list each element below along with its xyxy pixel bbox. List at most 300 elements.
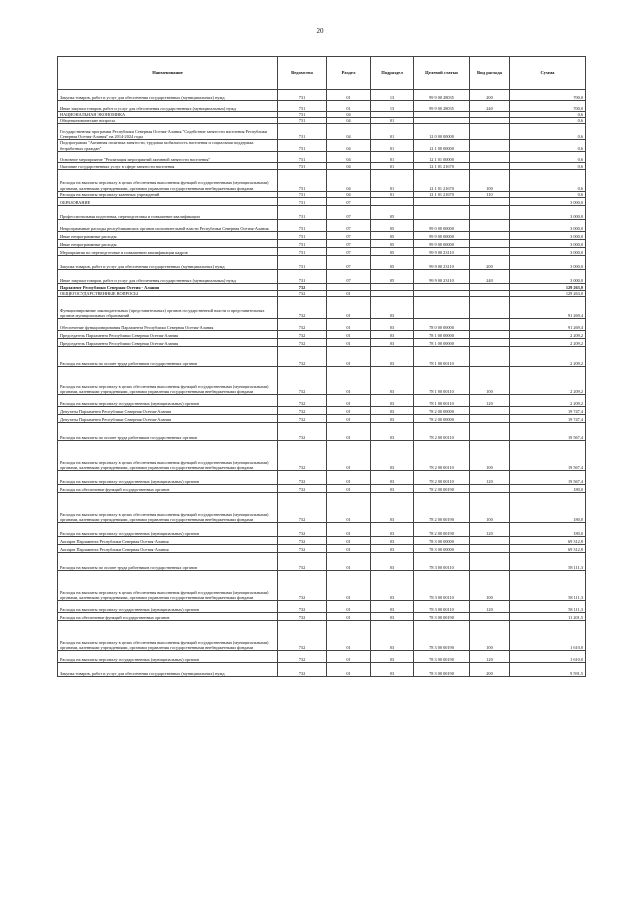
cell-target-item: 99 9 00 23110: [414, 248, 470, 256]
cell-section: 01: [327, 319, 371, 331]
cell-expense-type: [470, 331, 510, 339]
cell-section: [327, 284, 371, 291]
cell-name: Парламент Республики Северная Осетия - Алания: [58, 284, 278, 291]
cell-department: 731: [278, 140, 327, 151]
header-expense-type: Вид расхода: [470, 57, 510, 90]
cell-expense-type: [470, 415, 510, 423]
cell-expense-type: 100: [470, 571, 510, 601]
cell-section: 01: [327, 613, 371, 621]
cell-target-item: 78 2 00 00190: [414, 493, 470, 523]
header-amount: Сумма: [510, 57, 586, 90]
cell-department: 731: [278, 162, 327, 169]
cell-subsection: 13: [371, 101, 414, 112]
table-row: [58, 601, 586, 613]
cell-name: Иные закупки товаров, работ и услуг для обеспечения государственных (муниципальных) нужд: [58, 270, 278, 284]
cell-amount: 180,0: [510, 523, 586, 537]
cell-expense-type: [470, 485, 510, 493]
table-row: [58, 441, 586, 471]
cell-amount: 0,6: [510, 191, 586, 197]
cell-amount: 9 591,5: [510, 663, 586, 677]
cell-name: Председатель Парламента Республики Северная Осетия-Алания: [58, 339, 278, 347]
cell-target-item: [414, 284, 470, 291]
cell-subsection: 03: [371, 471, 414, 485]
cell-subsection: 03: [371, 571, 414, 601]
cell-name: Расходы на выплаты по оплате труда работников государственных органов: [58, 347, 278, 367]
cell-department: 732: [278, 523, 327, 537]
cell-department: 732: [278, 613, 327, 621]
cell-amount: 19 747,4: [510, 407, 586, 415]
table-row: [58, 651, 586, 663]
cell-target-item: 78 3 00 00190: [414, 613, 470, 621]
cell-name: Расходы на выплаты персоналу в целях обеспечения выполнения функций государственными (муниципальными) органами, казенными учреждениями, органами управления государственными внебюджетными фондами: [58, 571, 278, 601]
cell-section: 01: [327, 367, 371, 395]
cell-department: 732: [278, 471, 327, 485]
cell-expense-type: [470, 339, 510, 347]
table-row: [58, 493, 586, 523]
cell-section: 04: [327, 162, 371, 169]
cell-subsection: 13: [371, 90, 414, 101]
cell-department: 731: [278, 124, 327, 140]
cell-target-item: 12 1 01 21670: [414, 191, 470, 197]
table-row: [58, 613, 586, 621]
table-row: [58, 485, 586, 493]
table-row: [58, 537, 586, 545]
cell-name: Расходы на выплаты персоналу государственных (муниципальных) органов: [58, 651, 278, 663]
cell-amount: 69 312,8: [510, 545, 586, 553]
cell-amount: 3 000,0: [510, 240, 586, 248]
cell-department: 732: [278, 553, 327, 571]
cell-subsection: 03: [371, 407, 414, 415]
cell-amount: 2 209,2: [510, 339, 586, 347]
cell-expense-type: [470, 423, 510, 441]
cell-subsection: 05: [371, 206, 414, 220]
cell-section: 01: [327, 90, 371, 101]
cell-department: 732: [278, 367, 327, 395]
cell-target-item: 99 9 00 23110: [414, 256, 470, 270]
cell-section: 01: [327, 395, 371, 407]
cell-department: 732: [278, 407, 327, 415]
cell-amount: 0,6: [510, 118, 586, 124]
cell-expense-type: 120: [470, 523, 510, 537]
cell-target-item: 78 3 00 00110: [414, 601, 470, 613]
cell-name: Закупка товаров, работ и услуг для обеспечения государственных (муниципальных) нужд: [58, 256, 278, 270]
cell-section: 01: [327, 545, 371, 553]
cell-name: Расходы на выплаты персоналу в целях обеспечения выполнения функций государственными (муниципальными) органами, казенными учреждениями, органами управления государственными внебюджетными фондами: [58, 493, 278, 523]
cell-subsection: 01: [371, 162, 414, 169]
cell-subsection: 03: [371, 545, 414, 553]
cell-target-item: 78 1 00 00000: [414, 339, 470, 347]
table-row: [58, 571, 586, 601]
cell-name: Профессиональная подготовка, переподготовка и повышение квалификации: [58, 206, 278, 220]
cell-section: 01: [327, 407, 371, 415]
cell-expense-type: [470, 124, 510, 140]
cell-target-item: 99 9 00 00000: [414, 240, 470, 248]
cell-department: 732: [278, 415, 327, 423]
cell-expense-type: [470, 545, 510, 553]
cell-name: Иные непрограммные расходы: [58, 240, 278, 248]
budget-table: [57, 56, 586, 677]
cell-department: 731: [278, 151, 327, 162]
cell-section: 01: [327, 291, 371, 297]
header-subsection: Подраздел: [371, 57, 414, 90]
cell-department: 731: [278, 240, 327, 248]
cell-name: Расходы на выплаты персоналу государственных (муниципальных) органов: [58, 601, 278, 613]
cell-amount: 700,0: [510, 90, 586, 101]
cell-department: 732: [278, 339, 327, 347]
cell-amount: 3 000,0: [510, 206, 586, 220]
cell-amount: 129 263,0: [510, 284, 586, 291]
cell-target-item: 99 9 00 23110: [414, 270, 470, 284]
cell-subsection: 03: [371, 485, 414, 493]
table-row: [58, 232, 586, 240]
cell-department: 732: [278, 297, 327, 319]
table-row: [58, 256, 586, 270]
cell-subsection: 03: [371, 331, 414, 339]
cell-amount: 19 747,4: [510, 415, 586, 423]
cell-target-item: 78 3 00 00110: [414, 553, 470, 571]
cell-expense-type: 120: [470, 395, 510, 407]
cell-department: 732: [278, 545, 327, 553]
cell-subsection: 03: [371, 613, 414, 621]
cell-name: ОБРАЗОВАНИЕ: [58, 198, 278, 206]
cell-expense-type: 240: [470, 101, 510, 112]
cell-amount: 2 209,2: [510, 331, 586, 339]
table-row: [58, 347, 586, 367]
cell-subsection: [371, 284, 414, 291]
cell-subsection: 03: [371, 297, 414, 319]
cell-amount: 0,6: [510, 162, 586, 169]
cell-amount: 91 269,4: [510, 297, 586, 319]
table-row: [58, 415, 586, 423]
cell-amount: 180,0: [510, 485, 586, 493]
cell-section: 07: [327, 240, 371, 248]
cell-amount: 3 000,0: [510, 270, 586, 284]
cell-department: 731: [278, 118, 327, 124]
cell-section: 01: [327, 651, 371, 663]
cell-section: 04: [327, 169, 371, 191]
cell-target-item: 78 3 00 00000: [414, 545, 470, 553]
cell-target-item: 78 2 00 00110: [414, 423, 470, 441]
cell-subsection: 05: [371, 270, 414, 284]
cell-department: 732: [278, 441, 327, 471]
cell-name: Расходы на выплаты персоналу государственных (муниципальных) органов: [58, 471, 278, 485]
cell-name: Расходы на выплаты персоналу в целях обеспечения выполнения функций государственными (муниципальными) органами, казенными учреждениями, органами управления государственными внебюджетными фондами: [58, 441, 278, 471]
table-row: [58, 553, 586, 571]
table-row: [58, 240, 586, 248]
cell-subsection: 01: [371, 151, 414, 162]
cell-amount: 0,6: [510, 112, 586, 118]
cell-section: 01: [327, 485, 371, 493]
table-row: [58, 395, 586, 407]
cell-expense-type: 100: [470, 169, 510, 191]
cell-subsection: 03: [371, 423, 414, 441]
cell-expense-type: 200: [470, 90, 510, 101]
cell-amount: 1 610,0: [510, 621, 586, 651]
cell-amount: 2 209,2: [510, 395, 586, 407]
cell-target-item: [414, 297, 470, 319]
cell-subsection: 01: [371, 140, 414, 151]
cell-subsection: 03: [371, 553, 414, 571]
cell-target-item: 78 3 00 00190: [414, 663, 470, 677]
cell-amount: 19 567,4: [510, 471, 586, 485]
cell-amount: 58 111,3: [510, 553, 586, 571]
cell-section: 01: [327, 537, 371, 545]
table-row: [58, 124, 586, 140]
table-row: [58, 319, 586, 331]
table-row: [58, 407, 586, 415]
cell-name: Расходы на выплаты по оплате труда работников государственных органов: [58, 553, 278, 571]
cell-expense-type: [470, 240, 510, 248]
table-header-row: [58, 57, 586, 90]
cell-section: 07: [327, 248, 371, 256]
cell-name: Расходы на выплаты персоналу в целях обеспечения выполнения функций государственными (муниципальными) органами, казенными учреждениями, органами управления государственными внебюджетными фондами: [58, 367, 278, 395]
cell-subsection: 01: [371, 124, 414, 140]
cell-section: 07: [327, 270, 371, 284]
cell-expense-type: [470, 198, 510, 206]
cell-amount: 2 209,2: [510, 367, 586, 395]
cell-name: Расходы на выплаты персоналу в целях обеспечения выполнения функций государственными (муниципальными) органами, казенными учреждениями, органами управления государственными внебюджетными фондами: [58, 169, 278, 191]
cell-name: Подпрограмма "Активная политика занятости, трудовая мобильность населения и социальная поддержка безработных граждан": [58, 140, 278, 151]
cell-department: 732: [278, 485, 327, 493]
cell-expense-type: [470, 297, 510, 319]
cell-expense-type: 110: [470, 191, 510, 197]
cell-department: 732: [278, 347, 327, 367]
cell-department: 732: [278, 423, 327, 441]
cell-subsection: 03: [371, 537, 414, 545]
table-row: [58, 621, 586, 651]
cell-name: Мероприятия по переподготовке и повышению квалификации кадров: [58, 248, 278, 256]
cell-name: Оказание государственных услуг в сфере занятости населения: [58, 162, 278, 169]
cell-name: Аппарат Парламента Республики Северная Осетия-Алания: [58, 545, 278, 553]
cell-department: 732: [278, 319, 327, 331]
cell-subsection: 05: [371, 220, 414, 232]
cell-target-item: 78 3 00 00190: [414, 651, 470, 663]
cell-expense-type: 100: [470, 493, 510, 523]
cell-expense-type: 100: [470, 441, 510, 471]
cell-amount: 2 209,2: [510, 347, 586, 367]
cell-expense-type: [470, 537, 510, 545]
cell-subsection: 05: [371, 240, 414, 248]
cell-section: 07: [327, 206, 371, 220]
cell-expense-type: [470, 140, 510, 151]
cell-department: 731: [278, 112, 327, 118]
table-row: [58, 90, 586, 101]
cell-target-item: 12 1 01 21670: [414, 162, 470, 169]
cell-expense-type: [470, 407, 510, 415]
cell-name: Расходы на обеспечение функций государственных органов: [58, 613, 278, 621]
cell-target-item: 78 3 00 00190: [414, 621, 470, 651]
cell-subsection: 03: [371, 395, 414, 407]
cell-amount: 3 000,0: [510, 220, 586, 232]
cell-department: 732: [278, 493, 327, 523]
cell-amount: 19 567,4: [510, 423, 586, 441]
cell-department: 732: [278, 621, 327, 651]
table-row: [58, 151, 586, 162]
cell-target-item: 78 1 00 00110: [414, 347, 470, 367]
cell-name: Расходы на выплаты персоналу государственных (муниципальных) органов: [58, 523, 278, 537]
cell-target-item: 12 1 01 00000: [414, 151, 470, 162]
cell-subsection: 03: [371, 339, 414, 347]
cell-subsection: 03: [371, 441, 414, 471]
table-row: [58, 663, 586, 677]
cell-department: 732: [278, 571, 327, 601]
cell-amount: 700,0: [510, 101, 586, 112]
cell-target-item: 78 2 00 00190: [414, 523, 470, 537]
cell-department: 731: [278, 101, 327, 112]
table-row: [58, 423, 586, 441]
cell-target-item: 99 0 00 00000: [414, 220, 470, 232]
cell-name: Иные закупки товаров, работ и услуг для обеспечения государственных (муниципальных) нужд: [58, 101, 278, 112]
cell-name: Расходы на обеспечение функций государственных органов: [58, 485, 278, 493]
cell-expense-type: [470, 284, 510, 291]
cell-section: 04: [327, 112, 371, 118]
cell-expense-type: 120: [470, 601, 510, 613]
cell-department: 732: [278, 284, 327, 291]
cell-name: Функционирование законодательных (представительных) органов государственной власти и представительных органов муниципальных образований: [58, 297, 278, 319]
cell-expense-type: [470, 206, 510, 220]
cell-target-item: 78 1 00 00000: [414, 331, 470, 339]
cell-department: 731: [278, 270, 327, 284]
cell-amount: 0,6: [510, 124, 586, 140]
cell-expense-type: 100: [470, 621, 510, 651]
cell-name: НАЦИОНАЛЬНАЯ ЭКОНОМИКА: [58, 112, 278, 118]
cell-department: 732: [278, 537, 327, 545]
cell-target-item: 78 2 00 00190: [414, 485, 470, 493]
cell-target-item: 78 2 00 00110: [414, 471, 470, 485]
cell-section: 01: [327, 601, 371, 613]
cell-expense-type: 100: [470, 367, 510, 395]
cell-section: 01: [327, 339, 371, 347]
cell-section: 01: [327, 331, 371, 339]
table-row: [58, 297, 586, 319]
table-row: [58, 367, 586, 395]
header-target-item: Целевой статьи: [414, 57, 470, 90]
table-row: [58, 471, 586, 485]
table-row: [58, 101, 586, 112]
cell-amount: 0,6: [510, 140, 586, 151]
cell-subsection: 03: [371, 493, 414, 523]
cell-name: Обеспечение функционирования Парламента Республики Северная Осетия-Алания: [58, 319, 278, 331]
cell-department: 732: [278, 663, 327, 677]
cell-subsection: 03: [371, 651, 414, 663]
cell-target-item: 99 9 00 00000: [414, 232, 470, 240]
header-department: Ведомство: [278, 57, 327, 90]
cell-subsection: [371, 198, 414, 206]
cell-department: 731: [278, 191, 327, 197]
cell-expense-type: 200: [470, 256, 510, 270]
cell-section: 07: [327, 256, 371, 270]
cell-name: Иные непрограммные расходы: [58, 232, 278, 240]
cell-amount: 19 567,4: [510, 441, 586, 471]
cell-department: 731: [278, 206, 327, 220]
table-row: [58, 169, 586, 191]
cell-target-item: [414, 206, 470, 220]
cell-subsection: 01: [371, 118, 414, 124]
cell-target-item: 78 3 00 00000: [414, 537, 470, 545]
cell-name: Расходы на выплаты персоналу в целях обеспечения выполнения функций государственными (муниципальными) органами, казенными учреждениями, органами управления государственными внебюджетными фондами: [58, 621, 278, 651]
cell-expense-type: [470, 162, 510, 169]
cell-expense-type: 120: [470, 471, 510, 485]
cell-amount: 11 201,5: [510, 613, 586, 621]
header-name: Наименование: [58, 57, 278, 90]
cell-section: 01: [327, 523, 371, 537]
cell-section: 01: [327, 571, 371, 601]
cell-amount: 0,6: [510, 151, 586, 162]
cell-name: Закупка товаров, работ и услуг для обеспечения государственных (муниципальных) нужд: [58, 90, 278, 101]
cell-expense-type: [470, 319, 510, 331]
cell-amount: 91 269,4: [510, 319, 586, 331]
cell-amount: 58 111,3: [510, 571, 586, 601]
cell-name: Общеэкономические вопросы: [58, 118, 278, 124]
cell-expense-type: [470, 347, 510, 367]
cell-section: 01: [327, 297, 371, 319]
cell-expense-type: [470, 220, 510, 232]
table-row: [58, 198, 586, 206]
cell-subsection: 03: [371, 415, 414, 423]
cell-target-item: 78 1 00 00110: [414, 367, 470, 395]
cell-subsection: 01: [371, 191, 414, 197]
cell-department: 731: [278, 169, 327, 191]
cell-department: 731: [278, 198, 327, 206]
cell-expense-type: [470, 232, 510, 240]
cell-target-item: 12 1 01 21670: [414, 169, 470, 191]
cell-subsection: 03: [371, 663, 414, 677]
cell-target-item: 99 9 00 28035: [414, 101, 470, 112]
cell-name: Депутаты Парламента Республики Северная Осетия-Алания: [58, 415, 278, 423]
table-row: [58, 339, 586, 347]
cell-amount: 3 000,0: [510, 198, 586, 206]
cell-subsection: 05: [371, 232, 414, 240]
table-row: [58, 248, 586, 256]
cell-department: 731: [278, 220, 327, 232]
cell-name: Председатель Парламента Республики Северная Осетия-Алания: [58, 331, 278, 339]
cell-section: 07: [327, 232, 371, 240]
cell-expense-type: [470, 613, 510, 621]
cell-name: ОБЩЕГОСУДАРСТВЕННЫЕ ВОПРОСЫ: [58, 291, 278, 297]
cell-amount: 3 000,0: [510, 248, 586, 256]
cell-department: 731: [278, 256, 327, 270]
cell-target-item: 78 1 00 00110: [414, 395, 470, 407]
cell-subsection: 03: [371, 347, 414, 367]
cell-section: 01: [327, 553, 371, 571]
cell-expense-type: [470, 151, 510, 162]
cell-target-item: 78 2 00 00000: [414, 407, 470, 415]
cell-subsection: 03: [371, 601, 414, 613]
cell-department: 731: [278, 248, 327, 256]
cell-section: 01: [327, 441, 371, 471]
table-row: [58, 331, 586, 339]
cell-section: 04: [327, 140, 371, 151]
cell-section: 01: [327, 415, 371, 423]
cell-department: 732: [278, 291, 327, 297]
cell-section: 01: [327, 621, 371, 651]
cell-section: 01: [327, 663, 371, 677]
cell-target-item: [414, 198, 470, 206]
table-row: [58, 140, 586, 151]
cell-name: Расходы на выплаты персоналу государственных (муниципальных) органов: [58, 395, 278, 407]
cell-amount: 129 263,0: [510, 291, 586, 297]
cell-expense-type: 120: [470, 651, 510, 663]
cell-section: 07: [327, 220, 371, 232]
cell-expense-type: 240: [470, 270, 510, 284]
table-row: [58, 545, 586, 553]
table-row: [58, 523, 586, 537]
cell-section: 04: [327, 151, 371, 162]
cell-department: 732: [278, 601, 327, 613]
cell-target-item: 78 2 00 00000: [414, 415, 470, 423]
cell-name: Аппарат Парламента Республики Северная Осетия-Алания: [58, 537, 278, 545]
cell-department: 732: [278, 395, 327, 407]
